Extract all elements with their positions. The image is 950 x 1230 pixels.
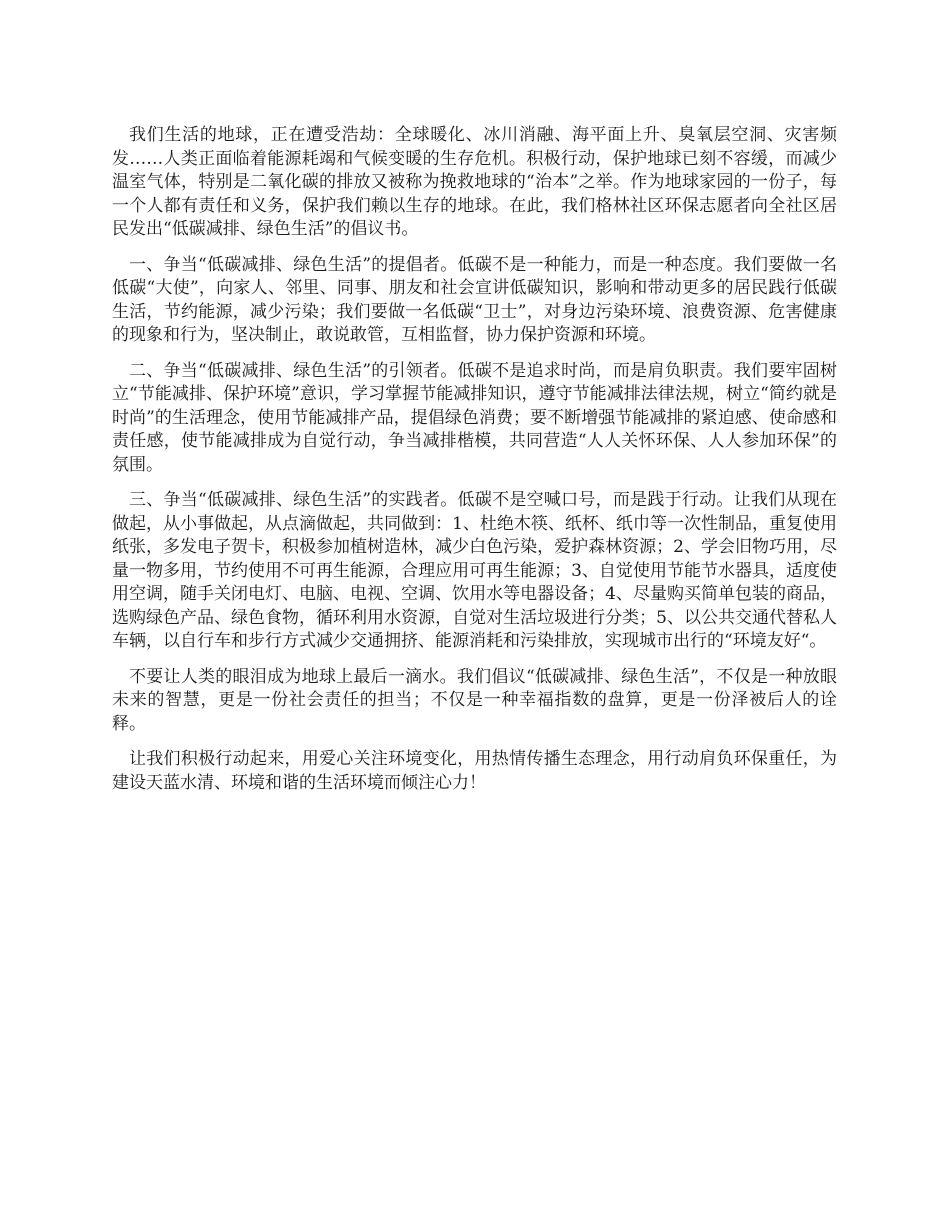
paragraph-practitioner: 三、争当“低碳减排、绿色生活”的实践者。低碳不是空喊口号，而是践于行动。让我们从现在做起，从小事做起，从点滴做起，共同做到：1、杜绝木筷、纸杯、纸巾等一次性制品，重复使用纸张，多发电子贺卡，积极参加植树造林，减少白色污染，爱护森林资源；2、学会旧物巧用，尽量一物多用，节约使用不可再生能源，合理应用可再生能源；3、自觉使用节能节水器具，适度使用空调，随手关闭电灯、电脑、电视、空调、饮用水等电器设备；4、尽量购买简单包装的商品，选购绿色产品、绿色食物，循环利用水资源，自觉对生活垃圾进行分类；5、以公共交通代替私人车辆，以自行车和步行方式减少交通拥挤、能源消耗和污染排放，实现城市出行的“环境友好“。 bbox=[112, 490, 837, 651]
document-body bbox=[112, 124, 837, 807]
intro-paragraph: 我们生活的地球，正在遭受浩劫：全球暖化、冰川消融、海平面上升、臭氧层空洞、灾害频发……人类正面临着能源耗竭和气候变暖的生存危机。积极行动，保护地球已刻不容缓，而减少温室气体，特别是二氧化碳的排放又被称为挽救地球的“治本”之举。作为地球家园的一份子，每一个人都有责任和义务，保护我们赖以生存的地球。在此，我们格林社区环保志愿者向全社区居民发出“低碳减排、绿色生活”的倡议书。 bbox=[112, 125, 837, 239]
closing-paragraph: 让我们积极行动起来，用爱心关注环境变化，用热情传播生态理念，用行动肩负环保重任，为建设天蓝水清、环境和谐的生活环境而倾注心力！ bbox=[112, 749, 837, 793]
paragraph-appeal: 不要让人类的眼泪成为地球上最后一滴水。我们倡议“低碳减排、绿色生活”，不仅是一种放眼未来的智慧，更是一份社会责任的担当；不仅是一种幸福指数的盘算，更是一份泽被后人的诠释。 bbox=[112, 666, 837, 734]
paragraph-advocate: 一、争当“低碳减排、绿色生活”的提倡者。低碳不是一种能力，而是一种态度。我们要做一名低碳“大使”，向家人、邻里、同事、朋友和社会宣讲低碳知识，影响和带动更多的居民践行低碳生活，节约能源，减少污染；我们要做一名低碳“卫士”，对身边污染环境、浪费资源、危害健康的现象和行为，坚决制止，敢说敢管，互相监督，协力保护资源和环境。 bbox=[112, 254, 837, 345]
paragraph-leader: 二、争当“低碳减排、绿色生活”的引领者。低碳不是追求时尚，而是肩负职责。我们要牢固树立“节能减排、保护环境”意识，学习掌握节能减排知识，遵守节能减排法律法规，树立“简约就是时尚”的生活理念，使用节能减排产品，提倡绿色消费；要不断增强节能减排的紧迫感、使命感和责任感，使节能减排成为自觉行动，争当减排楷模，共同营造“人人关怀环保、人人参加环保”的氛围。 bbox=[112, 360, 837, 475]
